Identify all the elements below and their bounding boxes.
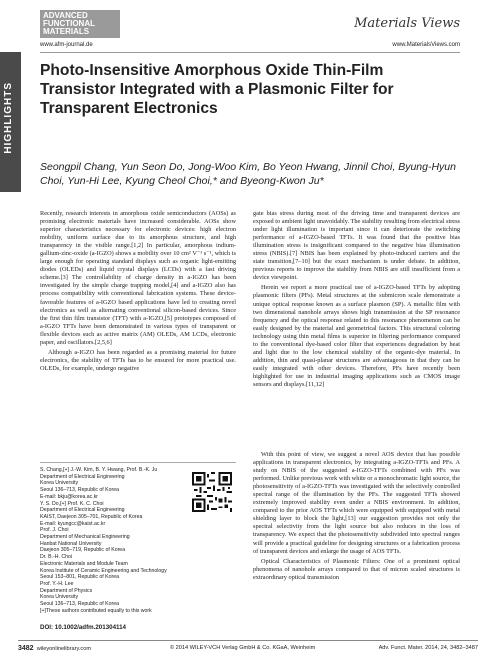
author-list: Seongpil Chang, Yun Seon Do, Jong-Woo Kim, Bo Yeon Hwang, Jinnil Choi, Byung-Hyun Choi, Yun-Hi Lee, Kyung Cheol Choi,* and Byeong-Kwon Ju* — [40, 161, 456, 187]
affiliation-line: Prof. Y.-H. Lee — [40, 580, 74, 587]
affiliation-line: Department of Mechanical Engineering — [40, 534, 130, 541]
body-column-left — [40, 210, 236, 375]
affiliation-line: E-mail: bkju@korea.ac.kr — [40, 493, 99, 500]
affiliation-line: Dr. B.-H. Choi — [40, 554, 72, 561]
doi-link[interactable]: DOI: 10.1002/adfm.201304114 — [40, 624, 126, 631]
paragraph: gate bias stress during most of the driving time and transparent devices are exposed to ambient light unavoidably. The stability resulting from electrical stress under light illumination is important since it can deteriorate the switching performance of a-IGZO-based TFTs. It was found that the positive bias illumination stress is insignificant compared to the negative bias illumination stress (NBIS).[7] NBIS has been explained by photo-induced carriers and the state transition,[7–10] but the exact mechanism is under debate. In addition, previous reports to improve the stability from NBIS are still insufficient from a device viewpoint. — [253, 210, 460, 282]
affiliation-line: Korea Institute of Ceramic Engineering and Technology — [40, 567, 167, 574]
publisher-url[interactable]: www.MaterialsViews.com — [392, 42, 460, 48]
journal-url[interactable]: www.afm-journal.de — [40, 42, 93, 48]
affiliation-line: [+]These authors contributed equally to this work — [40, 607, 152, 614]
affiliation-block — [40, 467, 180, 614]
paragraph: Although a-IGZO has been regarded as a promising material for future electronics, the stability of TFTs has to be ensured for more practical use. OLEDs, for example, undergo negative — [40, 348, 236, 372]
paragraph: Herein we report a more practical use of a-IGZO-based TFTs by adopting plasmonic filters (PFs). Metal structures at the submicron scale demonstrate a unique optical response known as a surface plasmon (SP). A metallic film with two dimensional nanohole arrays shows high transmission at the SP resonance frequency and the optical response related to this resonance phenomenon can be easily designed by the material and geometrical factors. This structural coloring technology using thin metal films is superior in filtering performance compared to the conventional dye-based color filter that experiences degradation by heat and light due to the low chemical stability of the organic-dye material. In addition, thin and quasi-planar structures are advantageous in that they can be easily integrated with other devices. Therefore, PFs have recently been highlighted for use in industrial imaging applications such as CMOS image sensors and displays.[11,12] — [253, 284, 460, 388]
affiliation-line: S. Chang,[+] J.-W. Kim, B. Y. Hwang, Prof. B.-K. Ju — [40, 467, 158, 473]
section-tab — [0, 52, 21, 192]
header-rule — [40, 52, 460, 53]
affiliation-line: Seoul 136–713, Republic of Korea — [40, 487, 120, 494]
qr-code-icon[interactable] — [192, 472, 232, 512]
affiliation-line: Department of Physics — [40, 587, 93, 594]
affiliation-rule — [40, 462, 236, 463]
paragraph: Optical Characteristics of Plasmonic Filters: One of a prominent optical phenomena of nanohole arrays compared to that of micron scaled structures is extraordinary optical transmission — [253, 557, 460, 581]
footer-left — [18, 645, 91, 652]
footer-copyright: © 2014 WILEY-VCH Verlag GmbH & Co. KGaA, Weinheim — [170, 645, 316, 651]
affiliation-line: KAIST, Daejeon 305–701, Republic of Korea — [40, 513, 143, 520]
footer-rule — [18, 640, 478, 641]
affiliation-line: Electronic Materials and Module Team — [40, 560, 128, 567]
footer-citation: Adv. Funct. Mater. 2014, 24, 3482–3487 — [378, 645, 478, 651]
affiliation-line: Korea University — [40, 594, 79, 601]
page-number: 3482 — [18, 645, 34, 652]
affiliation-line: Hanbat National University — [40, 540, 102, 547]
body-column-right — [253, 210, 460, 391]
affiliation-line: Y. S. Do,[+] Prof. K. C. Choi — [40, 500, 104, 507]
affiliation-line: Department of Electrical Engineering — [40, 473, 125, 480]
paragraph: With this point of view, we suggest a novel AOS device that has possible applications in transparent electronics, by integrating a-IGZO-TFTs and PFs. A study on NBIS of the suggested a-IGZO-TFTs combined with PFs was performed. Unlike previous work with white or a monochromatic light source, the photosensitivity of a-IGZO-TFTs was investigated with the selectively controlled spectral range of the illumination by the PFs. The suggested TFTs showed extremely improved stability even under a NBIS environment. In addition, compared to the prior AOS TFTs which were equipped with equipped with metal shielding layer to block the light,[13] our suggestion provides not only the spectral selectivity from the light source but also reduces in the loss of transparency. We expect that the photosensitivity subdivided into spectral ranges will provide a practical guideline for designing structures or a fabrication process of transparent devices and enlarge the usage of AOS TFTs. — [253, 451, 460, 555]
affiliation-line: Department of Electrical Engineering — [40, 507, 125, 514]
affiliation-line: Korea University — [40, 480, 79, 487]
article-title: Photo-Insensitive Amorphous Oxide Thin-Film Transistor Integrated with a Plasmonic Filter for Transparent Electronics — [40, 62, 394, 117]
footer-site-link[interactable]: wileyonlinelibrary.com — [36, 646, 91, 652]
affiliation-line: Prof. J. Choi — [40, 527, 69, 534]
paragraph: Recently, research interests in amorphous oxide semiconductors (AOSs) as promising electronic materials have increased considerable. AOSs show superior characteristics necessary for electronic devices: high electron mobility, uniform surface due to its amorphous structure, and high transparency in the visible range.[1,2] In particular, amorphous indium-gallium-zinc-oxide (a-IGZO) shows a mobility over 10 cm² V⁻¹ s⁻¹, which is large enough for operating standard displays such as organic light-emitting diodes (OLEDs) and liquid crystal displays (LCDs) with a fast driving scheme.[3] The controllability of charge density in a-IGZO has been investigated by the simple charge trapping model,[4] and a-IGZO also has process compatibility with conventional fabrication systems. These device-favorable features of a-IGZO based applications have led to creating novel electronics as well as alternating conventional silicon-based devices. Since the first thin film transistor (TFT) with a-IGZO,[5] prototypes composed of a-IGZO TFTs have been demonstrated in various types of transparent or flexible devices such as active matrix (AM) OLEDs, AM LCDs, electronic paper, and oscillators.[2,5,6] — [40, 210, 236, 346]
affiliation-line: Daejeon 305–719, Republic of Korea — [40, 547, 126, 554]
affiliation-line: Seoul 136–713, Republic of Korea — [40, 601, 120, 608]
publisher-logo: Materials Views — [354, 16, 460, 31]
affiliation-line: Seoul 153–801, Republic of Korea — [40, 574, 120, 581]
section-tab-label: HIGHLIGHTS — [3, 82, 14, 154]
affiliation-line: E-mail: kyungcc@kaist.ac.kr — [40, 520, 106, 527]
body-column-right-lower — [253, 451, 460, 584]
journal-logo: ADVANCED FUNCTIONAL MATERIALS — [40, 10, 120, 38]
